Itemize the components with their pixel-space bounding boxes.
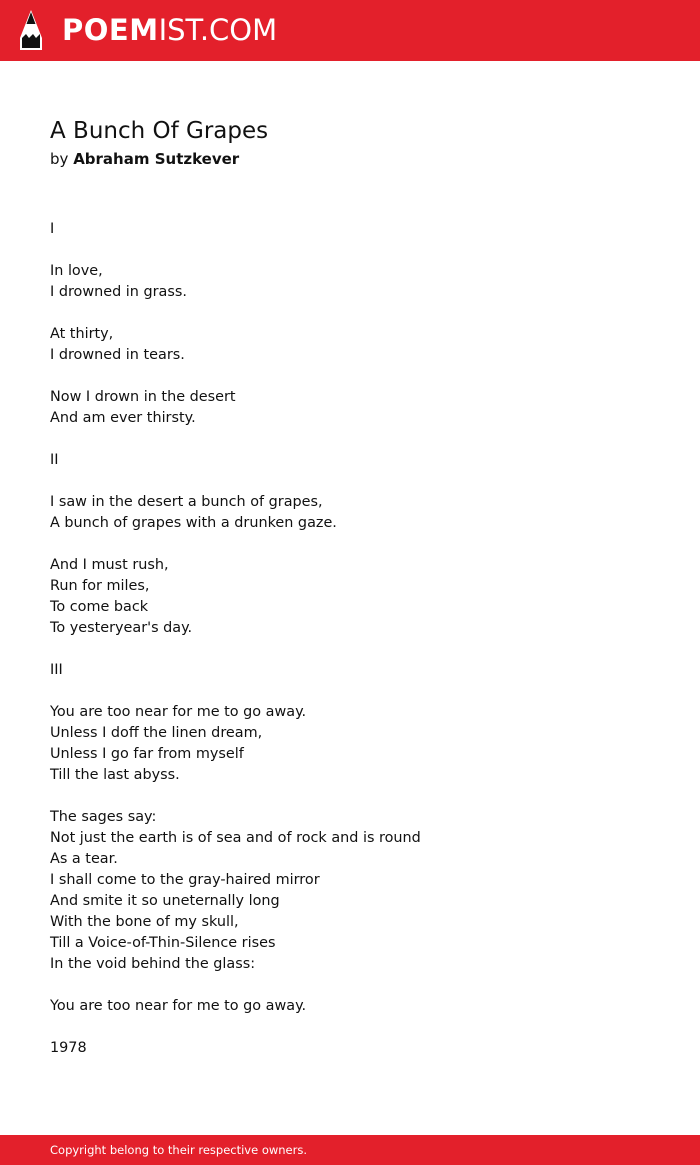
poem-line: I [50,221,55,237]
stanza-break [50,366,650,387]
poem-line: As a tear. [50,851,118,867]
stanza-break [50,681,650,702]
brand-bold-text: POEM [62,13,159,47]
poem-line: Now I drown in the desert [50,389,236,405]
poem-line: III [50,662,63,678]
stanza-break [50,303,650,324]
brand-light-text: IST.COM [158,13,278,47]
site-header [0,0,700,61]
site-footer [0,1135,700,1165]
poem-line: I drowned in tears. [50,347,185,363]
poem-line: Run for miles, [50,578,150,594]
poem-line: Unless I go far from myself [50,746,244,762]
poem-line: In love, [50,263,103,279]
stanza-break [50,639,650,660]
poem-line: And smite it so uneternally long [50,893,280,909]
poem-line: You are too near for me to go away. [50,704,307,720]
poem-line: And am ever thirsty. [50,410,196,426]
stanza-break [50,786,650,807]
stanza-break [50,534,650,555]
poem-line: I saw in the desert a bunch of grapes, [50,494,323,510]
stanza-break [50,1017,650,1038]
stanza-break [50,429,650,450]
by-label: by [50,150,69,168]
poem-line: To yesteryear's day. [50,620,193,636]
author-name: Abraham Sutzkever [73,150,240,168]
poem-line: At thirty, [50,326,114,342]
poem-line: A bunch of grapes with a drunken gaze. [50,515,337,531]
copyright-text: Copyright belong to their respective owners. [50,1143,308,1157]
poem-line: 1978 [50,1040,87,1056]
pencil-tip-icon[interactable] [17,9,45,51]
poem-line: I shall come to the gray-haired mirror [50,872,320,888]
poem-line: Not just the earth is of sea and of rock and is round [50,830,421,846]
poem-line: Till the last abyss. [50,767,180,783]
poem-line: And I must rush, [50,557,169,573]
poem-line: Unless I doff the linen dream, [50,725,263,741]
poem-line: You are too near for me to go away. [50,998,307,1014]
poem-title: A Bunch Of Grapes [50,118,269,144]
poem-line: II [50,452,59,468]
poem-line: Till a Voice-of-Thin-Silence rises [50,935,276,951]
stanza-break [50,240,650,261]
poem-line: I drowned in grass. [50,284,187,300]
poem-line: In the void behind the glass: [50,956,256,972]
poem-line: With the bone of my skull, [50,914,239,930]
stanza-break [50,471,650,492]
poem-line: To come back [50,599,149,615]
poem-line: The sages say: [50,809,157,825]
poem-body [50,219,650,1059]
byline [50,149,239,169]
stanza-break [50,975,650,996]
site-logo[interactable] [62,13,277,47]
